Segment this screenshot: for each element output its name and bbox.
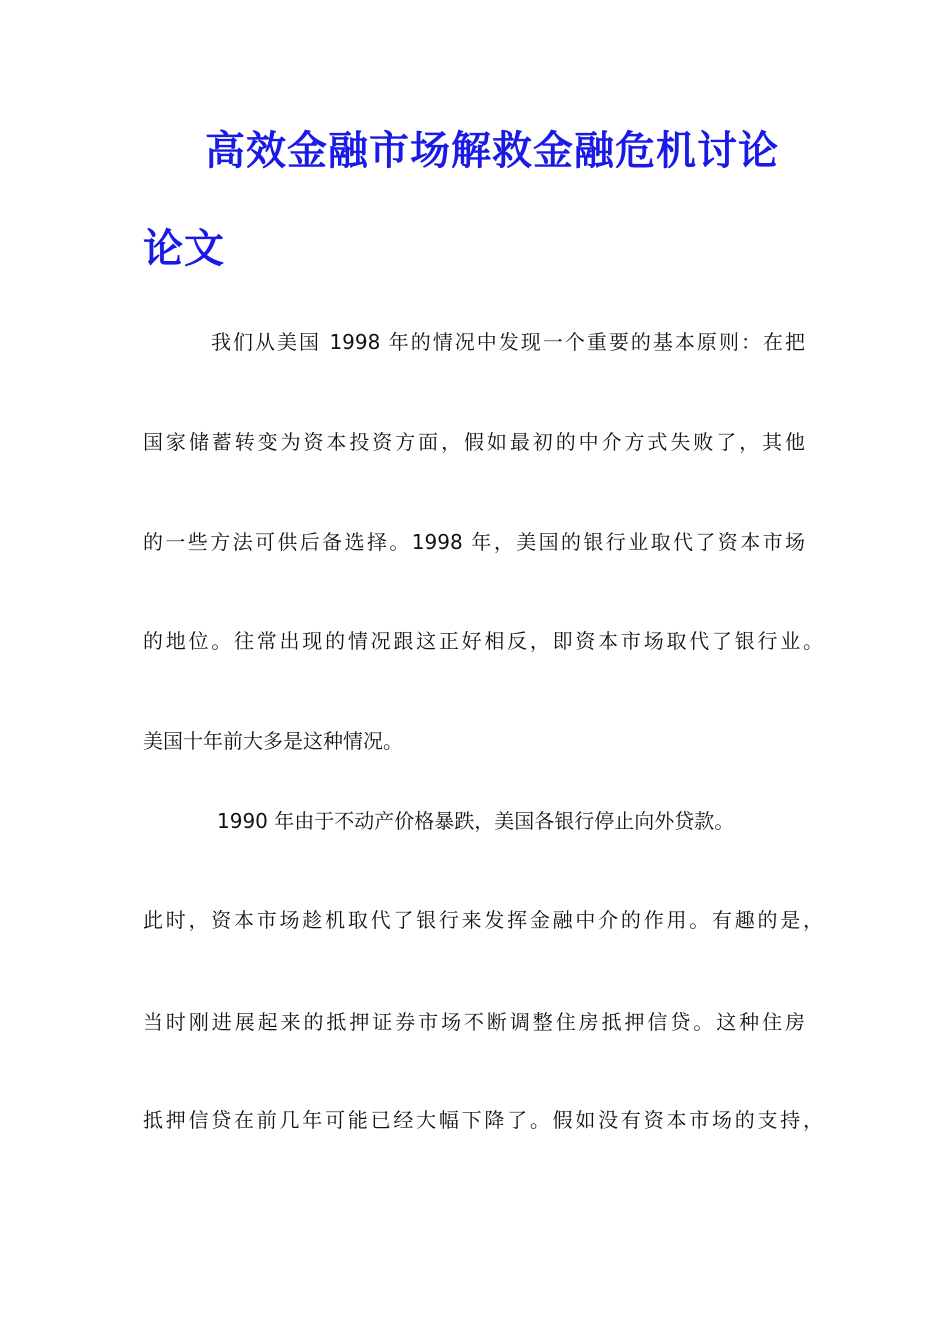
paragraph-1-line-4: 的地位。往常出现的情况跟这正好相反，即资本市场取代了银行业。 — [143, 629, 823, 653]
paragraph-1-line-3: 的一些方法可供后备选择。1998 年，美国的银行业取代了资本市场 — [143, 530, 805, 554]
paragraph-2-line-3: 当时刚进展起来的抵押证券市场不断调整住房抵押信贷。这种住房 — [143, 1010, 805, 1034]
document-title-line-1: 高效金融市场解救金融危机讨论 — [205, 128, 779, 174]
document-title-line-2: 论文 — [143, 226, 225, 272]
paragraph-1-line-2: 国家储蓄转变为资本投资方面，假如最初的中介方式失败了，其他 — [143, 430, 805, 454]
paragraph-2-line-2: 此时，资本市场趁机取代了银行来发挥金融中介的作用。有趣的是， — [143, 908, 823, 932]
paragraph-2-line-4: 抵押信贷在前几年可能已经大幅下降了。假如没有资本市场的支持， — [143, 1108, 823, 1132]
paragraph-1-line-1: 我们从美国 1998 年的情况中发现一个重要的基本原则：在把 — [211, 330, 805, 354]
paragraph-2-line-1: 1990 年由于不动产价格暴跌，美国各银行停止向外贷款。 — [217, 809, 735, 833]
paragraph-1-line-5: 美国十年前大多是这种情况。 — [143, 729, 403, 753]
